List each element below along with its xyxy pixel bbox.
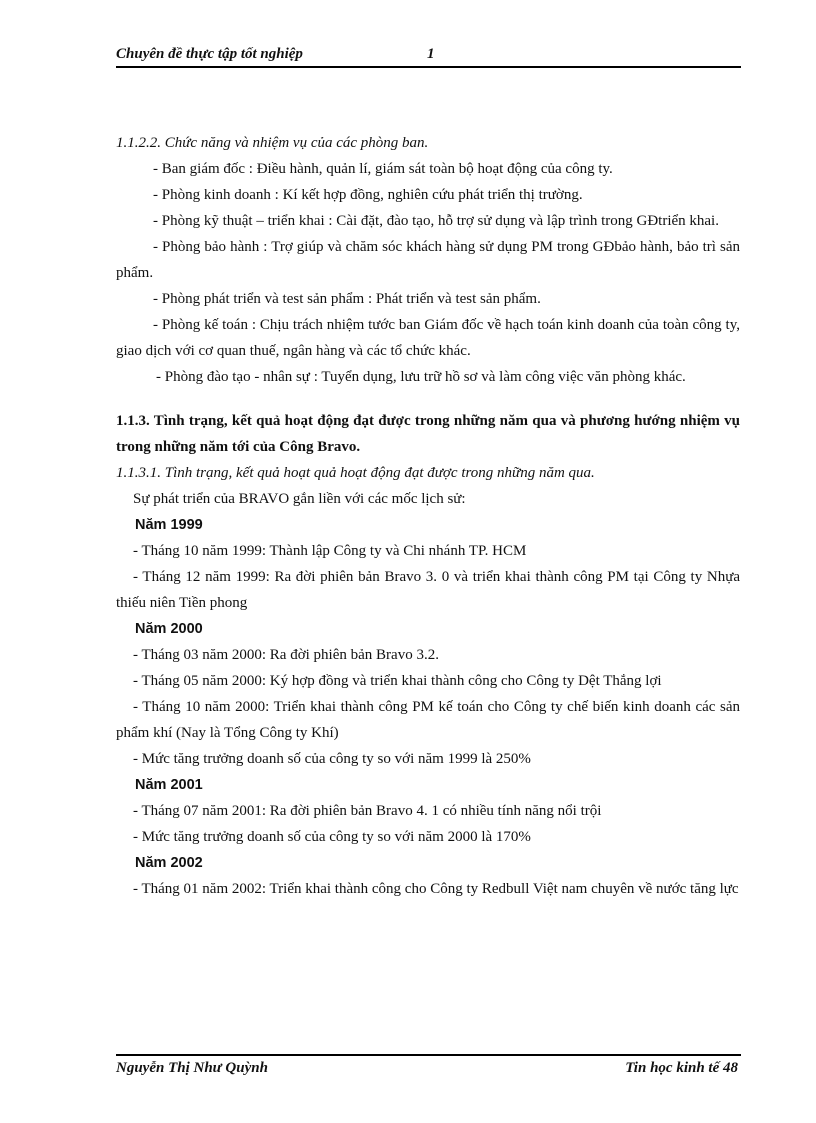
year-heading: Năm 2002 — [135, 855, 203, 871]
header-rule — [116, 66, 741, 68]
paragraph: - Tháng 07 năm 2001: Ra đời phiên bản Bravo 4. 1 có nhiều tính năng nổi trội — [133, 803, 602, 819]
page-footer — [116, 1060, 741, 1082]
paragraph: - Tháng 12 năm 1999: Ra đời phiên bản Bravo 3. 0 và triển khai thành công PM tại Công ty Nhựa thiếu niên Tiền phong — [116, 569, 740, 611]
paragraph: - Tháng 10 năm 2000: Triển khai thành công PM kế toán cho Công ty chế biến kinh doanh các sản phẩm khí (Nay là Tổng Công ty Khí) — [116, 699, 740, 741]
paragraph: - Tháng 03 năm 2000: Ra đời phiên bản Bravo 3.2. — [133, 647, 439, 663]
paragraph: - Phòng bảo hành : Trợ giúp và chăm sóc khách hàng sử dụng PM trong GĐbảo hành, bảo trì sản phẩm. — [116, 239, 740, 281]
section-heading-1-1-3-1: 1.1.3.1. Tình trạng, kết quả hoạt quả hoạt động đạt được trong những năm qua. — [116, 465, 595, 481]
paragraph: Sự phát triển của BRAVO gắn liền với các mốc lịch sử: — [133, 491, 466, 507]
paragraph: - Phòng đào tạo - nhân sự : Tuyển dụng, lưu trữ hồ sơ và làm công việc văn phòng khác. — [156, 369, 686, 385]
document-title: Chuyên đề thực tập tốt nghiệp — [116, 46, 303, 62]
spacer — [116, 390, 740, 408]
paragraph: - Phòng kỹ thuật – triển khai : Cài đặt, đào tạo, hỗ trợ sử dụng và lập trình trong GĐtriển khai. — [153, 213, 719, 229]
paragraph: - Phòng kinh doanh : Kí kết hợp đồng, nghiên cứu phát triển thị trường. — [153, 187, 583, 203]
paragraph: - Ban giám đốc : Điều hành, quản lí, giám sát toàn bộ hoạt động của công ty. — [153, 161, 613, 177]
author-name: Nguyễn Thị Như Quỳnh — [116, 1060, 268, 1076]
paragraph: - Phòng phát triển và test sản phẩm : Phát triển và test sản phẩm. — [153, 291, 541, 307]
year-heading: Năm 2000 — [135, 621, 203, 637]
paragraph: - Phòng kế toán : Chịu trách nhiệm tước ban Giám đốc về hạch toán kinh doanh của toàn công ty, giao dịch với cơ quan thuế, ngân hàng và các tổ chức khác. — [116, 317, 740, 359]
section-heading-1-1-2-2: 1.1.2.2. Chức năng và nhiệm vụ của các phòng ban. — [116, 135, 429, 151]
year-heading: Năm 1999 — [135, 517, 203, 533]
paragraph: - Mức tăng trưởng doanh số của công ty so với năm 1999 là 250% — [133, 751, 531, 767]
year-heading: Năm 2001 — [135, 777, 203, 793]
paragraph: - Tháng 01 năm 2002: Triển khai thành công cho Công ty Redbull Việt nam chuyên về nước tăng lực — [133, 881, 739, 897]
paragraph: - Tháng 05 năm 2000: Ký hợp đồng và triển khai thành công cho Công ty Dệt Thắng lợi — [133, 673, 662, 689]
page-body — [116, 130, 740, 902]
section-heading-1-1-3: 1.1.3. Tình trạng, kết quả hoạt động đạt được trong những năm qua và phương hướng nhiệm vụ trong những năm tới của Công Bravo. — [116, 413, 740, 455]
paragraph: - Tháng 10 năm 1999: Thành lập Công ty và Chi nhánh TP. HCM — [133, 543, 527, 559]
footer-rule — [116, 1054, 741, 1056]
page-header — [116, 44, 741, 66]
class-name: Tin học kinh tế 48 — [625, 1060, 738, 1076]
paragraph: - Mức tăng trưởng doanh số của công ty so với năm 2000 là 170% — [133, 829, 531, 845]
page-number: 1 — [427, 46, 435, 62]
